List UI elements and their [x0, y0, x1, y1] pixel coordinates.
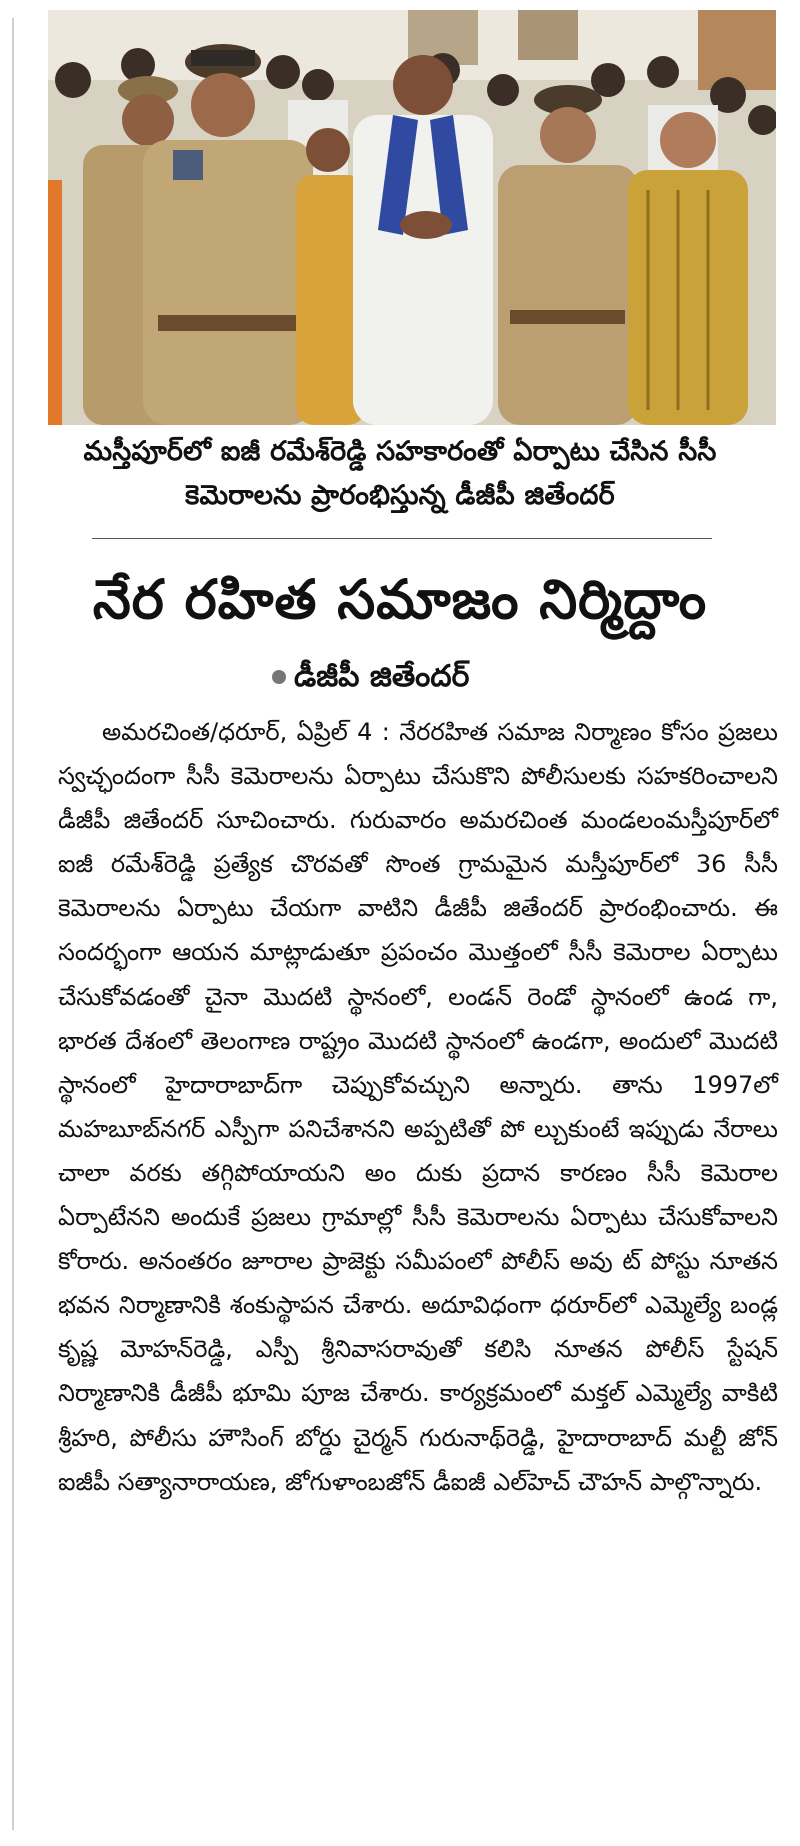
byline-text: డీజీపీ జితేందర్ — [294, 659, 470, 694]
news-photo — [48, 10, 776, 425]
headline: నేర రహిత సమాజం నిర్మిద్దాం — [92, 568, 708, 631]
column-divider — [12, 18, 14, 1830]
news-photo-illustration — [48, 10, 776, 425]
photo-caption: మస్తీపూర్‌లో ఐజీ రమేశ్‌రెడ్డి సహకారంతో ఏర్పాటు చేసిన సీసీ కెమెరాలను ప్రారంభిస్తున్న డీజీపీ జితేందర్ — [83, 436, 717, 511]
article-body: అమరచింత/ధరూర్, ఏప్రిల్ 4 : నేరరహిత సమాజ నిర్మాణం కోసం ప్రజలు స్వచ్ఛందంగా సీసీ కెమెరాలను ఏర్పాటు చేసుకొని పోలీసులకు సహకరించాలని డీజీపీ జితేందర్ సూచించారు. గురువారం అమరచింత మండలంమస్తీపూర్‌లో ఐజీ రమేశ్‌రెడ్డి ప్రత్యేక చొరవతో సొంత గ్రామమైన మస్తీపూర్‌లో 36 సీసీ కెమెరాలను ఏర్పాటు చేయగా వాటిని డీజీపీ జితేందర్ ప్రారంభించారు. ఈ సందర్భంగా ఆయన మాట్లాడుతూ ప్రపంచం మొత్తంలో సీసీ కెమెరాల ఏర్పాటు చేసుకోవడంతో చైనా మొదటి స్థానంలో, లండన్ రెండో స్థానంలో ఉండ గా, భారత దేశంలో తెలంగాణ రాష్ట్రం మొదటి స్థానంలో ఉండగా, అందులో మొదటి స్థానంలో హైదారాబాద్‌గా చెప్పుకోవచ్చుని అన్నారు. తాను 1997లో మహబూబ్‌నగర్ ఎస్పీగా పనిచేశానని అప్పటితో పో ల్చుకుంటే ఇప్పుడు నేరాలు చాలా వరకు తగ్గిపోయాయని అం దుకు ప్రదాన కారణం సీసీ కెమెరాల ఏర్పాటేనని అందుకే ప్రజలు గ్రామాల్లో సీసీ కెమెరాలను ఏర్పాటు చేసుకోవాలని కోరారు. అనంతరం జూరాల ప్రాజెక్టు సమీపంలో పోలీస్ అవు ట్ పోస్టు నూతన భవన నిర్మాణానికి శంకుస్థాపన చేశారు. అదూవిధంగా ధరూర్‌లో ఎమ్మెల్యే బండ్ల కృష్ణ మోహన్‌రెడ్డి, ఎస్పీ శ్రీనివాసరావుతో కలిసి నూతన పోలీస్ స్టేషన్ నిర్మాణానికి డీజీపీ భూమి పూజ చేశారు. కార్యక్రమంలో మక్తల్ ఎమ్మెల్యే వాకిటి శ్రీహరి, పోలీసు హౌసింగ్ బోర్డు చైర్మన్ గురునాథ్‌రెడ్డి, హైదారాబాద్ మల్టీ జోన్ ఐజీపీ సత్యానారాయణ, జోగుళాంబజోన్ డీఐజీ ఎల్‌హెచ్ చౌహన్ పాల్గొన్నారు. — [58, 718, 778, 1496]
byline — [272, 652, 469, 702]
bullet-icon — [272, 670, 286, 684]
caption-divider — [92, 538, 712, 539]
